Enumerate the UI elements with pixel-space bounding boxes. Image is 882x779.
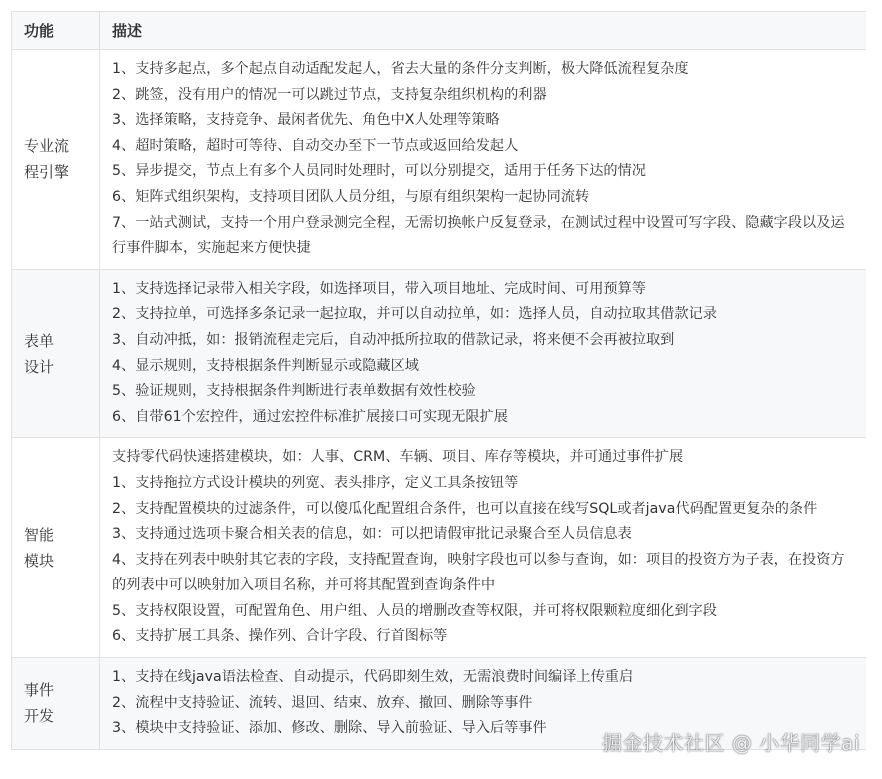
watermark: 掘金技术社区 @ 小华同学ai — [601, 731, 860, 755]
description-line: 3、模块中支持验证、添加、修改、删除、导入前验证、导入后等事件 — [112, 720, 547, 737]
feature-table-container — [11, 11, 866, 779]
header-feature: 功能 — [12, 12, 100, 50]
description-line: 1、支持拖拉方式设计模块的列宽、表头排序，定义工具条按钮等 — [112, 474, 519, 491]
description-line: 2、流程中支持验证、流转、退回、结束、放弃、撤回、删除等事件 — [112, 694, 533, 711]
description-line: 4、超时策略，超时可等待、自动交办至下一节点或返回给发起人 — [112, 137, 519, 154]
row-label-line: 表单 — [24, 331, 55, 350]
description-line: 2、支持拉单，可选择多条记录一起拉取，并可以自动拉单，如：选择人员，自动拉取其借款记录 — [112, 306, 717, 323]
description-line: 2、跳签，没有用户的情况一可以跳过节点，支持复杂组织机构的利器 — [112, 86, 547, 103]
description-line: 7、一站式测试，支持一个用户登录测完全程，无需切换帐户反复登录，在测试过程中设置可写字段、隐藏字段以及运行事件脚本，实施起来方便快捷 — [112, 214, 845, 257]
row-label — [12, 50, 100, 270]
row-description — [100, 438, 867, 658]
row-label-line: 开发 — [24, 707, 55, 726]
row-label — [12, 269, 100, 438]
description-line: 6、自带61个宏控件，通过宏控件标准扩展接口可实现无限扩展 — [112, 408, 508, 425]
description-line: 6、支持扩展工具条、操作列、合计字段、行首图标等 — [112, 628, 448, 645]
table-row — [12, 50, 867, 270]
description-line: 1、支持在线java语法检查、自动提示，代码即刻生效，无需浪费时间编译上传重启 — [112, 669, 634, 686]
feature-table — [11, 11, 866, 750]
row-label-line: 事件 — [24, 681, 55, 700]
description-line: 4、支持在列表中映射其它表的字段，支持配置查询，映射字段也可以参与查询，如：项目的投资方为子表，在投资方的列表中可以映射加入项目名称，并可将其配置到查询条件中 — [112, 551, 845, 594]
description-line: 3、选择策略，支持竞争、最闲者优先、角色中X人处理等策略 — [112, 112, 500, 129]
row-label-line: 模块 — [24, 551, 55, 570]
row-description — [100, 269, 867, 438]
description-line: 6、矩阵式组织架构，支持项目团队人员分组，与原有组织架构一起协同流转 — [112, 188, 590, 205]
row-label — [12, 658, 100, 750]
row-label-line: 设计 — [24, 357, 55, 376]
description-line: 4、显示规则，支持根据条件判断显示或隐藏区域 — [112, 357, 419, 374]
table-row — [12, 438, 867, 658]
description-line: 支持零代码快速搭建模块，如：人事、CRM、车辆、项目、库存等模块，并可通过事件扩展 — [112, 449, 684, 466]
description-line: 1、支持选择记录带入相关字段，如选择项目，带入项目地址、完成时间、可用预算等 — [112, 280, 646, 297]
description-line: 2、支持配置模块的过滤条件，可以傻瓜化配置组合条件，也可以直接在线写SQL或者java代码配置更复杂的条件 — [112, 500, 818, 517]
row-label-line: 程引擎 — [24, 163, 70, 182]
row-description — [100, 50, 867, 270]
row-label-line: 智能 — [24, 525, 55, 544]
description-line: 1、支持多起点，多个起点自动适配发起人，省去大量的条件分支判断，极大降低流程复杂度 — [112, 61, 689, 77]
description-line: 5、验证规则，支持根据条件判断进行表单数据有效性校验 — [112, 383, 476, 400]
description-line: 3、自动冲抵，如：报销流程走完后，自动冲抵所拉取的借款记录，将来便不会再被拉取到 — [112, 331, 675, 348]
table-header-row — [12, 12, 867, 50]
row-label-line: 专业流 — [24, 137, 70, 156]
row-label — [12, 438, 100, 658]
description-line: 3、支持通过选项卡聚合相关表的信息，如：可以把请假审批记录聚合至人员信息表 — [112, 526, 632, 543]
table-row — [12, 269, 867, 438]
description-line: 5、支持权限设置，可配置角色、用户组、人员的增删改查等权限，并可将权限颗粒度细化到字段 — [112, 602, 717, 619]
header-description: 描述 — [100, 12, 867, 50]
description-line: 5、异步提交，节点上有多个人员同时处理时，可以分别提交，适用于任务下达的情况 — [112, 163, 646, 180]
